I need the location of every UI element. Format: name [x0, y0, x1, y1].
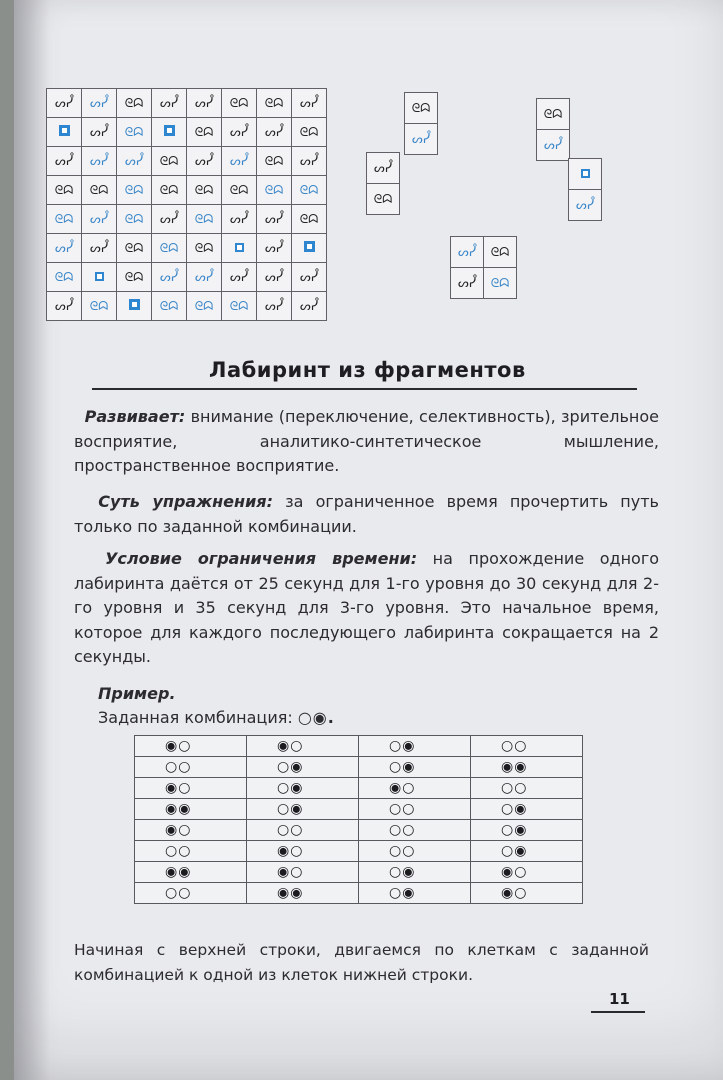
table-cell: ○○: [359, 841, 471, 862]
grid-cell: ᘓᗣ: [152, 176, 187, 205]
fragment-cell: ᔕᓮ: [367, 153, 400, 184]
table-row: [135, 883, 583, 904]
table-cell: ○◉: [471, 841, 583, 862]
grid-cell: ᔕᓮ: [257, 263, 292, 292]
grid-cell: [82, 263, 117, 292]
grid-row: [47, 147, 327, 176]
table-cell: ○◉: [359, 757, 471, 778]
grid-cell: ᘓᗣ: [187, 205, 222, 234]
table-row: [135, 841, 583, 862]
grid-row: [47, 263, 327, 292]
table-row: [135, 862, 583, 883]
table-cell: ◉○: [135, 736, 247, 757]
essence-paragraph: [74, 490, 659, 539]
grid-cell: [292, 234, 327, 263]
blue-square-icon: [164, 125, 175, 136]
grid-cell: ᔕᓮ: [187, 147, 222, 176]
fragment-cell: ᔕᓮ: [405, 124, 438, 155]
table-cell: ○○: [135, 883, 247, 904]
table-cell: ○○: [247, 820, 359, 841]
blue-square-icon: [235, 243, 244, 252]
blue-square-icon: [129, 299, 140, 310]
fragment-cell: ᘓᗣ: [405, 93, 438, 124]
grid-cell: ᘓᗣ: [47, 205, 82, 234]
grid-cell: ᘓᗣ: [152, 234, 187, 263]
book-page: [14, 0, 723, 1080]
fragment-cell: ᘓᗣ: [537, 99, 570, 130]
fragment-3: [450, 236, 517, 299]
grid-cell: ᔕᓮ: [187, 89, 222, 118]
grid-cell: ᘓᗣ: [117, 118, 152, 147]
table-cell: ○◉: [359, 883, 471, 904]
table-cell: ○○: [135, 841, 247, 862]
grid-cell: ᔕᓮ: [222, 118, 257, 147]
grid-cell: ᔕᓮ: [152, 263, 187, 292]
table-cell: ◉○: [135, 778, 247, 799]
blue-square-icon: [95, 272, 104, 281]
grid-cell: ᘓᗣ: [117, 176, 152, 205]
grid-cell: [47, 118, 82, 147]
table-cell: ◉◉: [135, 799, 247, 820]
grid-cell: ᘓᗣ: [187, 234, 222, 263]
essence-label: Суть упражнения:: [98, 492, 273, 511]
grid-row: [47, 292, 327, 321]
grid-row: [47, 118, 327, 147]
time-paragraph: [74, 547, 659, 670]
table-cell: ◉○: [247, 862, 359, 883]
grid-cell: ᔕᓮ: [292, 147, 327, 176]
grid-cell: ᔕᓮ: [257, 205, 292, 234]
example-label: Пример.: [98, 684, 176, 703]
symbol-grid: [46, 88, 327, 321]
fragment-cell: ᘓᗣ: [367, 184, 400, 215]
table-cell: ○◉: [471, 799, 583, 820]
fragment-cell: ᔕᓮ: [451, 268, 484, 299]
table-cell: ○◉: [359, 736, 471, 757]
grid-cell: ᔕᓮ: [292, 292, 327, 321]
grid-cell: ᔕᓮ: [257, 118, 292, 147]
grid-cell: ᘓᗣ: [82, 292, 117, 321]
grid-cell: ᘓᗣ: [47, 263, 82, 292]
grid-cell: ᘓᗣ: [117, 205, 152, 234]
grid-cell: ᔕᓮ: [47, 89, 82, 118]
grid-cell: ᔕᓮ: [152, 89, 187, 118]
table-cell: ◉◉: [471, 757, 583, 778]
table-cell: ○○: [471, 778, 583, 799]
table-cell: ◉○: [247, 841, 359, 862]
grid-cell: ᔕᓮ: [222, 205, 257, 234]
grid-cell: ᘓᗣ: [222, 89, 257, 118]
blue-square-icon: [581, 169, 590, 178]
table-cell: ○○: [471, 736, 583, 757]
table-cell: ○○: [135, 757, 247, 778]
grid-row: [47, 205, 327, 234]
given-combination: [98, 708, 335, 727]
table-cell: ◉○: [471, 883, 583, 904]
table-cell: ○◉: [359, 862, 471, 883]
grid-cell: ᔕᓮ: [82, 205, 117, 234]
grid-cell: ᔕᓮ: [292, 263, 327, 292]
given-text: Заданная комбинация:: [98, 708, 298, 727]
grid-cell: ᘓᗣ: [222, 176, 257, 205]
table-row: [135, 820, 583, 841]
fragment-cell: ᔕᓮ: [537, 130, 570, 161]
grid-cell: ᔕᓮ: [82, 234, 117, 263]
grid-cell: [117, 292, 152, 321]
grid-cell: ᘓᗣ: [152, 292, 187, 321]
grid-cell: ᔕᓮ: [187, 263, 222, 292]
grid-cell: ᘓᗣ: [187, 118, 222, 147]
table-cell: ○◉: [247, 757, 359, 778]
grid-cell: ᘓᗣ: [187, 292, 222, 321]
grid-cell: ᔕᓮ: [257, 234, 292, 263]
grid-cell: ᔕᓮ: [117, 147, 152, 176]
table-row: [135, 799, 583, 820]
fragment-cell: ᔕᓮ: [451, 237, 484, 268]
grid-cell: ᘓᗣ: [152, 147, 187, 176]
grid-cell: ᔕᓮ: [82, 118, 117, 147]
table-cell: ◉○: [247, 736, 359, 757]
grid-cell: [152, 118, 187, 147]
table-row: [135, 757, 583, 778]
grid-cell: ᘓᗣ: [257, 147, 292, 176]
grid-cell: ᔕᓮ: [222, 263, 257, 292]
grid-cell: ᔕᓮ: [82, 147, 117, 176]
blue-square-icon: [59, 125, 70, 136]
example-maze-table: [134, 735, 583, 904]
table-cell: ○○: [359, 799, 471, 820]
develops-paragraph: [74, 405, 659, 479]
fragment-2: [536, 98, 570, 161]
essence-text: за ограниченное время прочертить путь только по заданной комбинации.: [74, 492, 659, 536]
grid-cell: ᔕᓮ: [47, 234, 82, 263]
grid-cell: ᔕᓮ: [257, 292, 292, 321]
page-number-rule: [591, 1011, 645, 1013]
blue-square-icon: [304, 241, 315, 252]
table-row: [135, 778, 583, 799]
title-underline: [92, 388, 637, 390]
grid-cell: ᘓᗣ: [117, 263, 152, 292]
table-cell: ○○: [359, 820, 471, 841]
grid-cell: ᘓᗣ: [117, 89, 152, 118]
section-title: Лабиринт из фрагментов: [209, 358, 526, 382]
grid-cell: ᘓᗣ: [222, 292, 257, 321]
grid-cell: ᔕᓮ: [47, 147, 82, 176]
grid-cell: ᔕᓮ: [222, 147, 257, 176]
page-number: 11: [609, 990, 630, 1008]
footer-text: Начиная с верхней строки, двигаемся по клеткам с заданной комбинацией к одной из клеток нижней строки.: [74, 941, 649, 984]
fragment-2b: [568, 158, 602, 221]
given-combo: ○◉.: [297, 708, 335, 727]
fragment-cell: ᔕᓮ: [569, 190, 602, 221]
fragment-cell: [569, 159, 602, 190]
fragment-1: [404, 92, 438, 155]
table-cell: ◉◉: [135, 862, 247, 883]
table-cell: ◉○: [471, 862, 583, 883]
grid-cell: ᔕᓮ: [152, 205, 187, 234]
grid-cell: ᘓᗣ: [187, 176, 222, 205]
grid-cell: ᘓᗣ: [257, 89, 292, 118]
table-cell: ◉◉: [247, 883, 359, 904]
grid-row: [47, 176, 327, 205]
grid-cell: ᔕᓮ: [47, 292, 82, 321]
grid-cell: ᘓᗣ: [292, 205, 327, 234]
time-text: на прохождение одного лабиринта даётся от 25 секунд для 1-го уровня до 30 секунд для 2-го уровня и 35 секунд для 3-го уровня. Это начальное время, которое для каждого последующего лабиринта сокращается на 2 секунды.: [74, 549, 660, 666]
develops-text: внимание (переключение, селективность), зрительное восприятие, аналитико-синтетическое мышление, пространственное восприятие.: [74, 407, 660, 475]
grid-cell: [222, 234, 257, 263]
grid-cell: ᘓᗣ: [117, 234, 152, 263]
grid-cell: ᘓᗣ: [257, 176, 292, 205]
fragment-cell: ᘓᗣ: [484, 237, 517, 268]
grid-cell: ᘓᗣ: [82, 176, 117, 205]
table-cell: ○◉: [247, 799, 359, 820]
grid-row: [47, 89, 327, 118]
grid-cell: ᘓᗣ: [47, 176, 82, 205]
page-shadow: [14, 0, 50, 1080]
table-cell: ◉○: [135, 820, 247, 841]
develops-label: Развивает:: [84, 407, 186, 426]
time-label: Условие ограничения времени:: [105, 549, 418, 568]
grid-cell: ᔕᓮ: [292, 89, 327, 118]
table-cell: ○◉: [247, 778, 359, 799]
table-cell: ◉○: [359, 778, 471, 799]
table-cell: ○◉: [471, 820, 583, 841]
table-row: [135, 736, 583, 757]
fragment-cell: ᘓᗣ: [484, 268, 517, 299]
grid-cell: ᘓᗣ: [292, 118, 327, 147]
grid-cell: ᔕᓮ: [82, 89, 117, 118]
grid-row: [47, 234, 327, 263]
fragment-1b: [366, 152, 400, 215]
grid-cell: ᘓᗣ: [292, 176, 327, 205]
